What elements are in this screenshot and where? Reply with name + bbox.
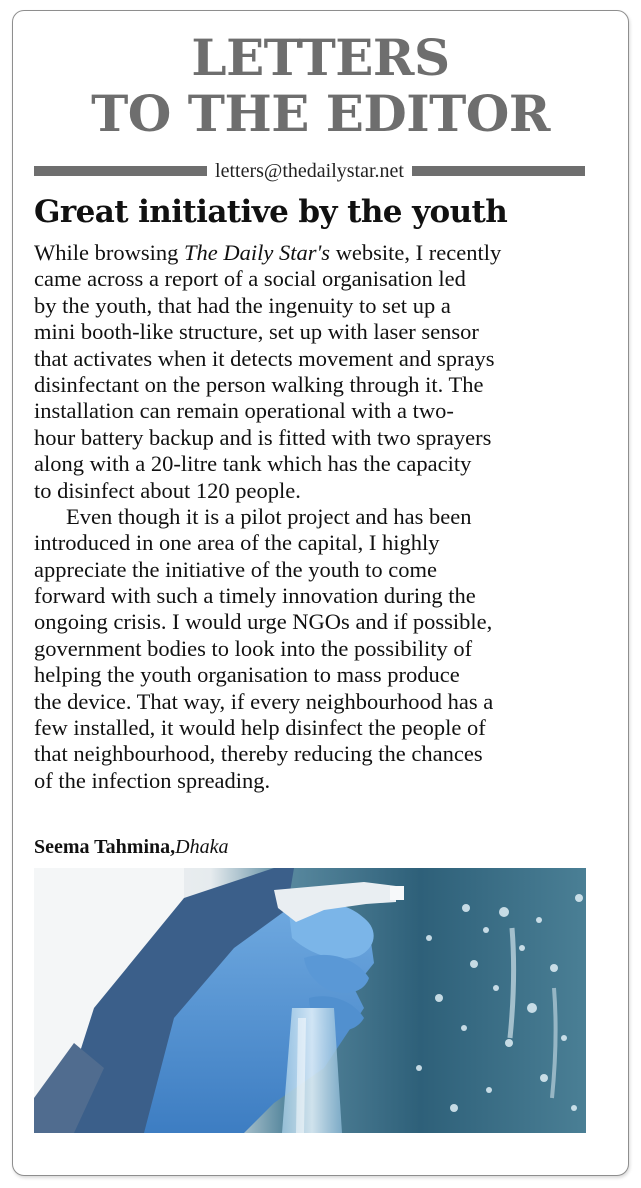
paragraph-1-line: by the youth, that had the ingenuity to set up a bbox=[34, 292, 451, 318]
paragraph-1-line: along with a 20-litre tank which has the capacity bbox=[34, 451, 472, 477]
author-byline bbox=[34, 836, 228, 859]
paragraph-2-line: few installed, it would help disinfect the people of bbox=[34, 715, 486, 741]
publication-name: The Daily Star's bbox=[183, 240, 331, 265]
photo-illustration bbox=[34, 868, 586, 1133]
paragraph-2-line: forward with such a timely innovation during the bbox=[34, 583, 476, 609]
paragraph-1-line: that activates when it detects movement and sprays bbox=[34, 345, 495, 371]
masthead-line-1: LETTERS bbox=[191, 28, 450, 87]
right-rule bbox=[412, 166, 585, 176]
letter-body bbox=[34, 240, 586, 794]
author-location: Dhaka bbox=[175, 836, 229, 858]
section-masthead bbox=[0, 30, 641, 142]
paragraph-1-line: installation can remain operational with a two- bbox=[34, 398, 454, 424]
author-name: Seema Tahmina, bbox=[34, 836, 176, 858]
masthead-line-2: TO THE EDITOR bbox=[91, 84, 550, 143]
paragraph-1-line-1 bbox=[34, 240, 586, 266]
paragraph-2-line: introduced in one area of the capital, I highly bbox=[34, 530, 440, 556]
letter-headline: Great initiative by the youth bbox=[34, 194, 508, 230]
paragraph-2-line: helping the youth organisation to mass produce bbox=[34, 662, 460, 688]
paragraph-2-line: government bodies to look into the possibility of bbox=[34, 635, 473, 661]
paragraph-2-line: Even though it is a pilot project and has been bbox=[66, 503, 472, 529]
paragraph-2-line: ongoing crisis. I would urge NGOs and if possible, bbox=[34, 609, 493, 635]
text-prefix: While browsing bbox=[34, 240, 184, 265]
paragraph-1-line: hour battery backup and is fitted with two sprayers bbox=[34, 424, 492, 450]
paragraph-2-line: that neighbourhood, thereby reducing the chances bbox=[34, 741, 483, 767]
paragraph-1-line: came across a report of a social organisation led bbox=[34, 266, 466, 292]
left-rule bbox=[34, 166, 207, 176]
paragraph-1-line: mini booth-like structure, set up with laser sensor bbox=[34, 319, 479, 345]
text-suffix: website, I recently bbox=[330, 240, 502, 265]
paragraph-2-line: appreciate the initiative of the youth to come bbox=[34, 556, 437, 582]
paragraph-1-line: to disinfect about 120 people. bbox=[34, 477, 301, 503]
paragraph-1-line: disinfectant on the person walking through it. The bbox=[34, 371, 484, 397]
editor-email-link[interactable]: letters@thedailystar.net bbox=[215, 159, 404, 182]
paragraph-2-line: the device. That way, if every neighbourhood has a bbox=[34, 688, 494, 714]
gloved-hand-spraying-bottle-image bbox=[34, 868, 586, 1133]
paragraph-2-line: of the infection spreading. bbox=[34, 767, 271, 793]
email-row bbox=[34, 158, 585, 184]
